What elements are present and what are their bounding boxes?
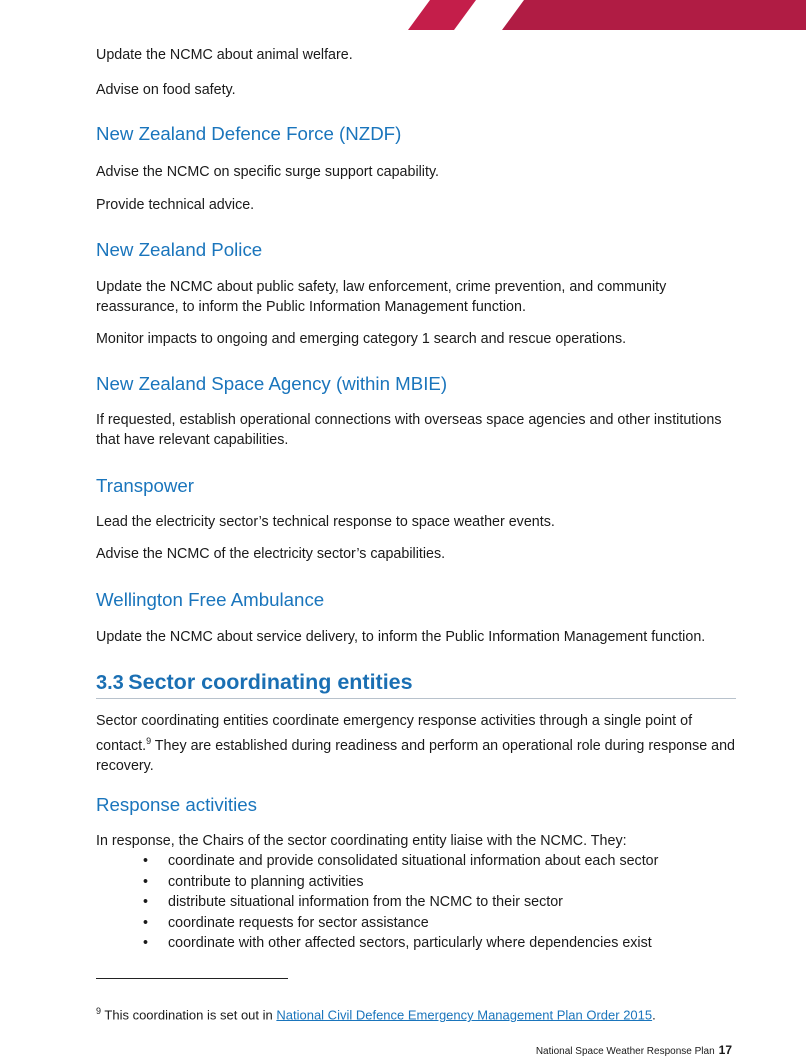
paragraph: Update the NCMC about public safety, law enforcement, crime prevention, and community reassurance, to inform the Public Information Management function.	[96, 279, 667, 315]
heading-nzdf: New Zealand Defence Force (NZDF)	[96, 123, 402, 144]
bullet-icon: •	[143, 894, 149, 910]
heading-space-agency: New Zealand Space Agency (within MBIE)	[96, 373, 448, 394]
paragraph: Monitor impacts to ongoing and emerging category 1 search and rescue operations.	[96, 331, 627, 347]
list-item	[96, 913, 746, 934]
banner-stripe-left	[408, 0, 476, 30]
section-number: 3.3	[96, 672, 124, 694]
list-item-text: contribute to planning activities	[168, 873, 364, 890]
paragraph: Advise the NCMC on specific surge support capability.	[96, 164, 440, 180]
section-title: Sector coordinating entities	[128, 670, 413, 694]
list-item-text: coordinate requests for sector assistance	[168, 914, 429, 931]
paragraph: Update the NCMC about service delivery, to inform the Public Information Management function.	[96, 629, 706, 645]
bullet-icon: •	[143, 873, 149, 890]
paragraph: Update the NCMC about animal welfare.	[96, 47, 353, 63]
list-item-text: coordinate with other affected sectors, particularly where dependencies exist	[168, 935, 652, 951]
paragraph: Provide technical advice.	[96, 197, 255, 213]
bullet-icon: •	[143, 935, 149, 951]
heading-transpower: Transpower	[96, 475, 194, 496]
footer-title: National Space Weather Response Plan	[535, 1046, 715, 1057]
paragraph-text: They are established during readiness and perform an operational role during response and recovery.	[96, 737, 735, 774]
paragraph: Lead the electricity sector’s technical response to space weather events.	[96, 514, 555, 530]
paragraph	[96, 711, 746, 776]
header-banner	[386, 0, 806, 30]
paragraph: Advise the NCMC of the electricity sector’s capabilities.	[96, 546, 446, 562]
footnote-ref[interactable]: 9	[146, 736, 152, 746]
list-item	[96, 851, 746, 872]
page-footer	[536, 1043, 732, 1057]
footnote-end: .	[652, 1007, 656, 1023]
heading-police: New Zealand Police	[96, 239, 263, 260]
heading-response-activities: Response activities	[96, 794, 257, 815]
page-number: 17	[718, 1043, 732, 1057]
footnote-link[interactable]: National Civil Defence Emergency Management Plan Order 2015	[276, 1007, 653, 1023]
bullet-icon: •	[143, 914, 149, 931]
paragraph-text: Sector coordinating entities coordinate emergency response activities through a single point of contact.	[96, 713, 693, 754]
response-activities-list	[96, 851, 746, 954]
list-item-text: coordinate and provide consolidated situational information about each sector	[168, 853, 659, 869]
footnote-divider	[96, 978, 288, 979]
footnote	[96, 1002, 656, 1024]
list-item	[96, 933, 746, 954]
heading-wellington-free-ambulance: Wellington Free Ambulance	[96, 589, 325, 610]
bullet-icon: •	[143, 853, 149, 869]
list-item	[96, 872, 746, 893]
section-heading	[96, 670, 736, 699]
footnote-number: 9	[96, 1006, 102, 1016]
paragraph: If requested, establish operational connections with overseas space agencies and other institutions that have relevant capabilities.	[96, 412, 722, 448]
banner-stripe-right	[502, 0, 806, 30]
paragraph: Advise on food safety.	[96, 82, 236, 98]
list-item-text: distribute situational information from the NCMC to their sector	[168, 894, 563, 910]
footnote-text: This coordination is set out in	[101, 1007, 277, 1023]
list-item	[96, 892, 746, 913]
paragraph: In response, the Chairs of the sector coordinating entity liaise with the NCMC. They:	[96, 833, 627, 849]
